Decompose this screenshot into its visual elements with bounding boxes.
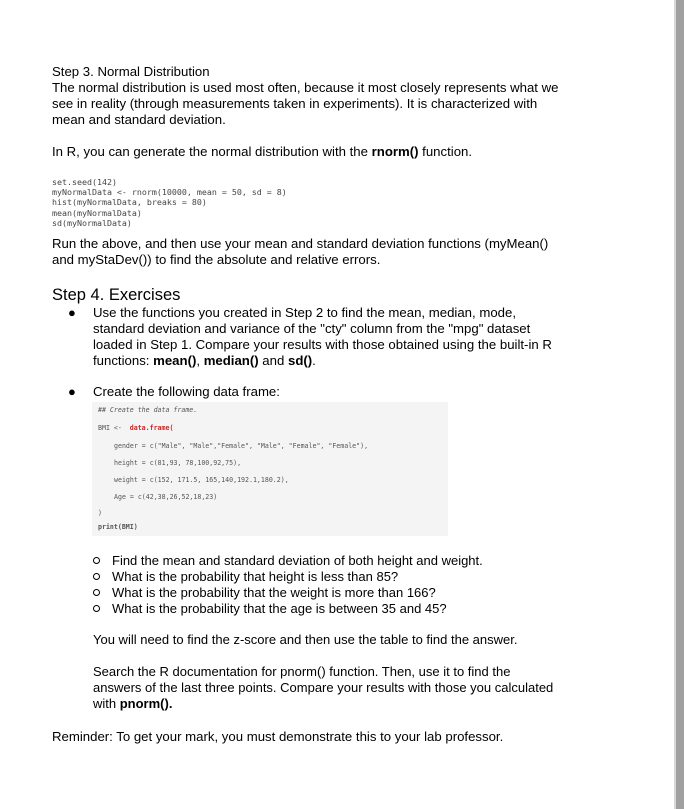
dataframe-code-box: [92, 402, 448, 536]
bullet2: Create the following data frame:: [93, 384, 280, 399]
step3-code: [52, 177, 287, 228]
search-line2: answers of the last three points. Compare your results with those you calculated: [93, 680, 554, 695]
b1-mean: mean(): [153, 353, 197, 368]
scrollbar-edge[interactable]: [676, 0, 684, 809]
run-line2: and myStaDev()) to find the absolute and relative errors.: [52, 252, 381, 267]
step3-section: [52, 64, 559, 128]
b1-end: .: [312, 353, 316, 368]
code-age: Age = c(42,38,26,52,18,23): [114, 493, 218, 501]
run-line1: Run the above, and then use your mean and standard deviation functions (myMean(): [52, 236, 549, 251]
code-line: [98, 424, 173, 432]
sub-item: [93, 601, 447, 617]
bullet-icon: ●: [68, 384, 76, 399]
code-line: set.seed(142): [52, 177, 117, 187]
step3-heading: Step 3. Normal Distribution: [52, 64, 210, 79]
b1-sd: sd(): [287, 353, 313, 368]
step4-heading: Step 4. Exercises: [52, 286, 181, 304]
sub-item-text: What is the probability that height is less than 85?: [112, 569, 399, 584]
step3-intro-line3: mean and standard deviation.: [52, 112, 226, 127]
sub-item: [93, 585, 436, 601]
bullet-icon: ●: [68, 305, 76, 320]
run-instructions: [52, 236, 548, 268]
b1-sep1: ,: [196, 353, 204, 368]
b1-pre: functions:: [93, 353, 154, 368]
code-gender: gender = c("Male", "Male","Female", "Male", "Female", "Female"),: [114, 442, 369, 450]
code-line: myNormalData <- rnorm(10000, mean = 50, sd = 8): [52, 187, 287, 198]
code-dataframe: data.frame(: [129, 424, 174, 432]
sub-item: [93, 569, 398, 585]
sub-item: [93, 553, 483, 569]
code-line: sd(myNormalData): [52, 217, 132, 228]
code-close: ): [98, 509, 102, 517]
search-pre: with: [93, 696, 120, 711]
circle-bullet-icon: [93, 557, 100, 564]
sub-item-text: What is the probability that the weight is more than 166?: [112, 585, 436, 600]
search-note: [93, 664, 613, 712]
step3-intro-line1: The normal distribution is used most often, because it most closely represents what we: [52, 80, 559, 95]
zscore-note: You will need to find the z-score and then use the table to find the answer.: [93, 632, 518, 647]
code-comment: ## Create the data frame.: [98, 406, 198, 414]
search-line3: [93, 696, 613, 712]
b1-sep2: and: [258, 353, 288, 368]
sub-item-text: What is the probability that the age is between 35 and 45?: [112, 601, 447, 616]
bullet1-line2: standard deviation and variance of the "cty" column from the "mpg" dataset: [93, 321, 531, 336]
code-assign: BMI <-: [98, 424, 130, 432]
reminder: Reminder: To get your mark, you must demonstrate this to your lab professor.: [52, 729, 504, 744]
bullet1-line3: loaded in Step 1. Compare your results with those obtained using the built-in R: [93, 337, 552, 352]
circle-bullet-icon: [93, 573, 100, 580]
step3-intro-line2: see in reality (through measurements taken in experiments). It is characterized with: [52, 96, 538, 111]
rnorm-text-end: function.: [418, 144, 473, 159]
bullet1: [93, 305, 552, 369]
search-fn: pnorm().: [119, 696, 173, 711]
circle-bullet-icon: [93, 605, 100, 612]
search-line1: Search the R documentation for pnorm() function. Then, use it to find the: [93, 664, 511, 679]
code-height: height = c(81,93, 78,100,92,75),: [114, 459, 242, 467]
circle-bullet-icon: [93, 589, 100, 596]
rnorm-text: In R, you can generate the normal distribution with the: [52, 144, 372, 159]
sub-item-text: Find the mean and standard deviation of both height and weight.: [112, 553, 483, 568]
rnorm-sentence: [52, 144, 472, 160]
code-line: mean(myNormalData): [52, 207, 142, 218]
bullet1-line1: Use the functions you created in Step 2 to find the mean, median, mode,: [93, 305, 516, 320]
b1-median: median(): [203, 353, 259, 368]
code-line: hist(myNormalData, breaks = 80): [52, 197, 207, 208]
rnorm-fn: rnorm(): [371, 144, 419, 159]
code-weight: weight = c(152, 171.5, 165,140,192.1,180.2),: [114, 476, 289, 484]
code-print: print(BMI): [98, 523, 138, 531]
bullet1-line4: [93, 353, 552, 369]
